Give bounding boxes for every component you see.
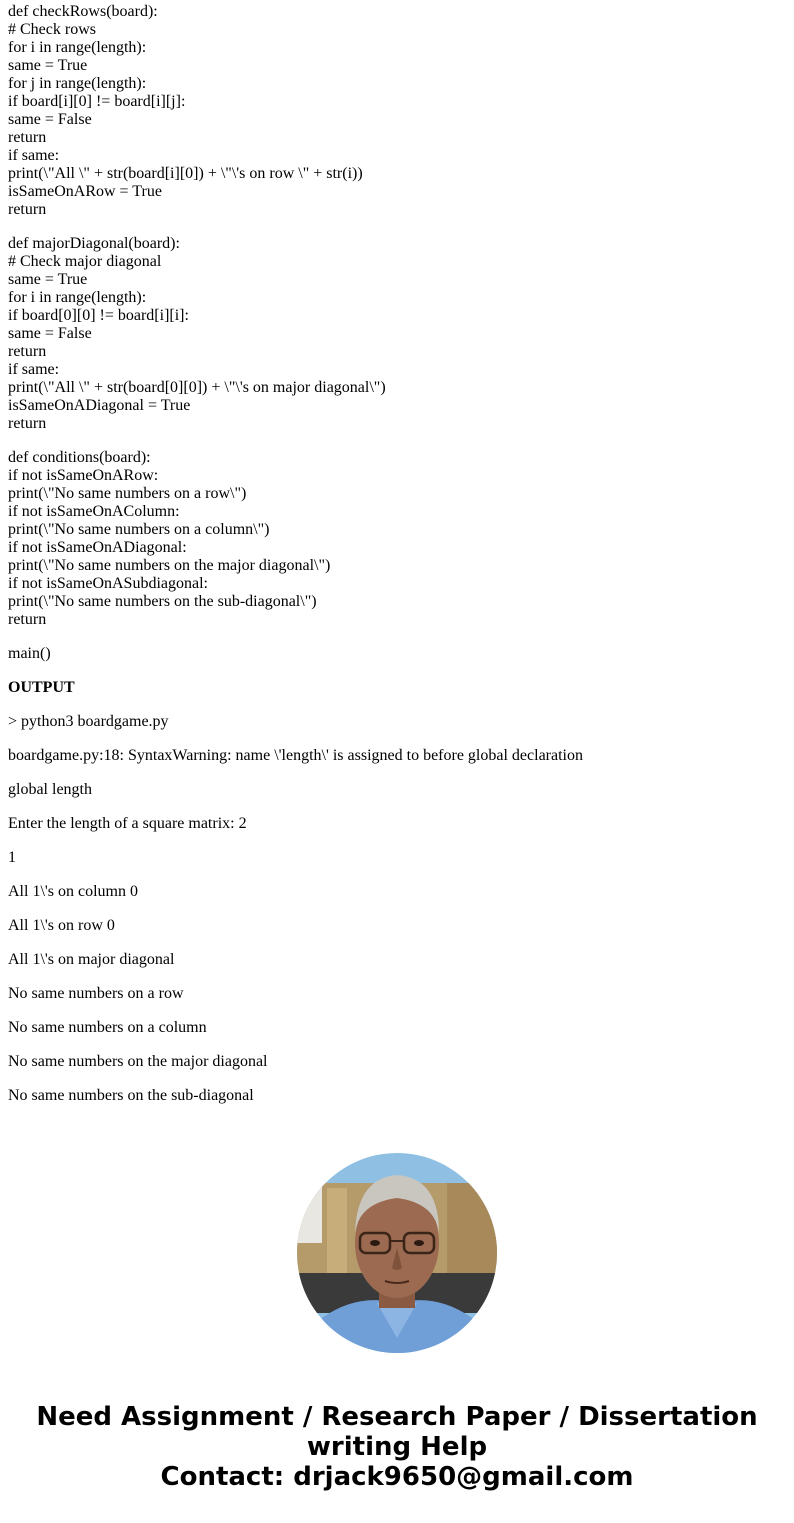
promo-contact: Contact: drjack9650@gmail.com (160, 1462, 634, 1492)
code-line: same = False (8, 325, 92, 342)
code-line: if not isSameOnASubdiagonal: (8, 575, 208, 592)
code-line: return (8, 201, 47, 218)
code-line: print(\"No same numbers on the sub-diagonal\") (8, 593, 317, 610)
code-line: print(\"No same numbers on the major diagonal\") (8, 557, 331, 574)
code-line: for i in range(length): (8, 289, 147, 306)
output-line: All 1\'s on column 0 (8, 883, 138, 900)
promo-line-1: Need Assignment / Research Paper / Dissertation (36, 1402, 758, 1432)
code-line: same = True (8, 271, 88, 288)
code-line: print(\"No same numbers on a column\") (8, 521, 270, 538)
code-line: def majorDiagonal(board): (8, 235, 180, 252)
code-block-conditions (8, 449, 786, 629)
output-line: No same numbers on the major diagonal (8, 1053, 268, 1070)
code-line: def conditions(board): (8, 449, 151, 466)
output-line: All 1\'s on row 0 (8, 917, 115, 934)
promo-banner (0, 1402, 794, 1492)
code-line: return (8, 611, 47, 628)
code-line: isSameOnADiagonal = True (8, 397, 191, 414)
promo-line-2: writing Help (306, 1432, 488, 1462)
code-block-checkrows (8, 3, 786, 219)
code-line: same = False (8, 111, 92, 128)
output-line: Enter the length of a square matrix: 2 (8, 815, 247, 832)
code-line: if board[0][0] != board[i][i]: (8, 307, 189, 324)
code-line: if same: (8, 361, 60, 378)
output-line: boardgame.py:18: SyntaxWarning: name \'length\' is assigned to before global declaration (8, 747, 583, 764)
output-line: No same numbers on a row (8, 985, 184, 1002)
output-heading: OUTPUT (8, 679, 75, 696)
code-block-main-call (8, 645, 786, 663)
code-line: if not isSameOnADiagonal: (8, 539, 187, 556)
code-line: return (8, 343, 47, 360)
code-line: same = True (8, 57, 88, 74)
avatar-portrait-icon (297, 1153, 497, 1353)
code-line: # Check rows (8, 21, 96, 38)
code-line: if not isSameOnARow: (8, 467, 159, 484)
code-line: if same: (8, 147, 60, 164)
output-line: global length (8, 781, 92, 798)
code-line: if not isSameOnAColumn: (8, 503, 180, 520)
code-line: for i in range(length): (8, 39, 147, 56)
output-line: > python3 boardgame.py (8, 713, 169, 730)
output-line: No same numbers on the sub-diagonal (8, 1087, 254, 1104)
code-line: # Check major diagonal (8, 253, 162, 270)
code-line: print(\"All \" + str(board[i][0]) + \"\'s on row \" + str(i)) (8, 165, 363, 182)
output-line: 1 (8, 849, 16, 866)
code-line: isSameOnARow = True (8, 183, 162, 200)
code-line: print(\"No same numbers on a row\") (8, 485, 247, 502)
output-line: No same numbers on a column (8, 1019, 207, 1036)
code-line: def checkRows(board): (8, 3, 158, 20)
output-line: All 1\'s on major diagonal (8, 951, 175, 968)
code-line: print(\"All \" + str(board[0][0]) + \"\'s on major diagonal\") (8, 379, 386, 396)
code-line: return (8, 129, 47, 146)
code-line: return (8, 415, 47, 432)
code-block-majordiagonal (8, 235, 786, 433)
code-line: main() (8, 645, 51, 662)
avatar (297, 1153, 497, 1353)
code-line: if board[i][0] != board[i][j]: (8, 93, 186, 110)
code-line: for j in range(length): (8, 75, 147, 92)
